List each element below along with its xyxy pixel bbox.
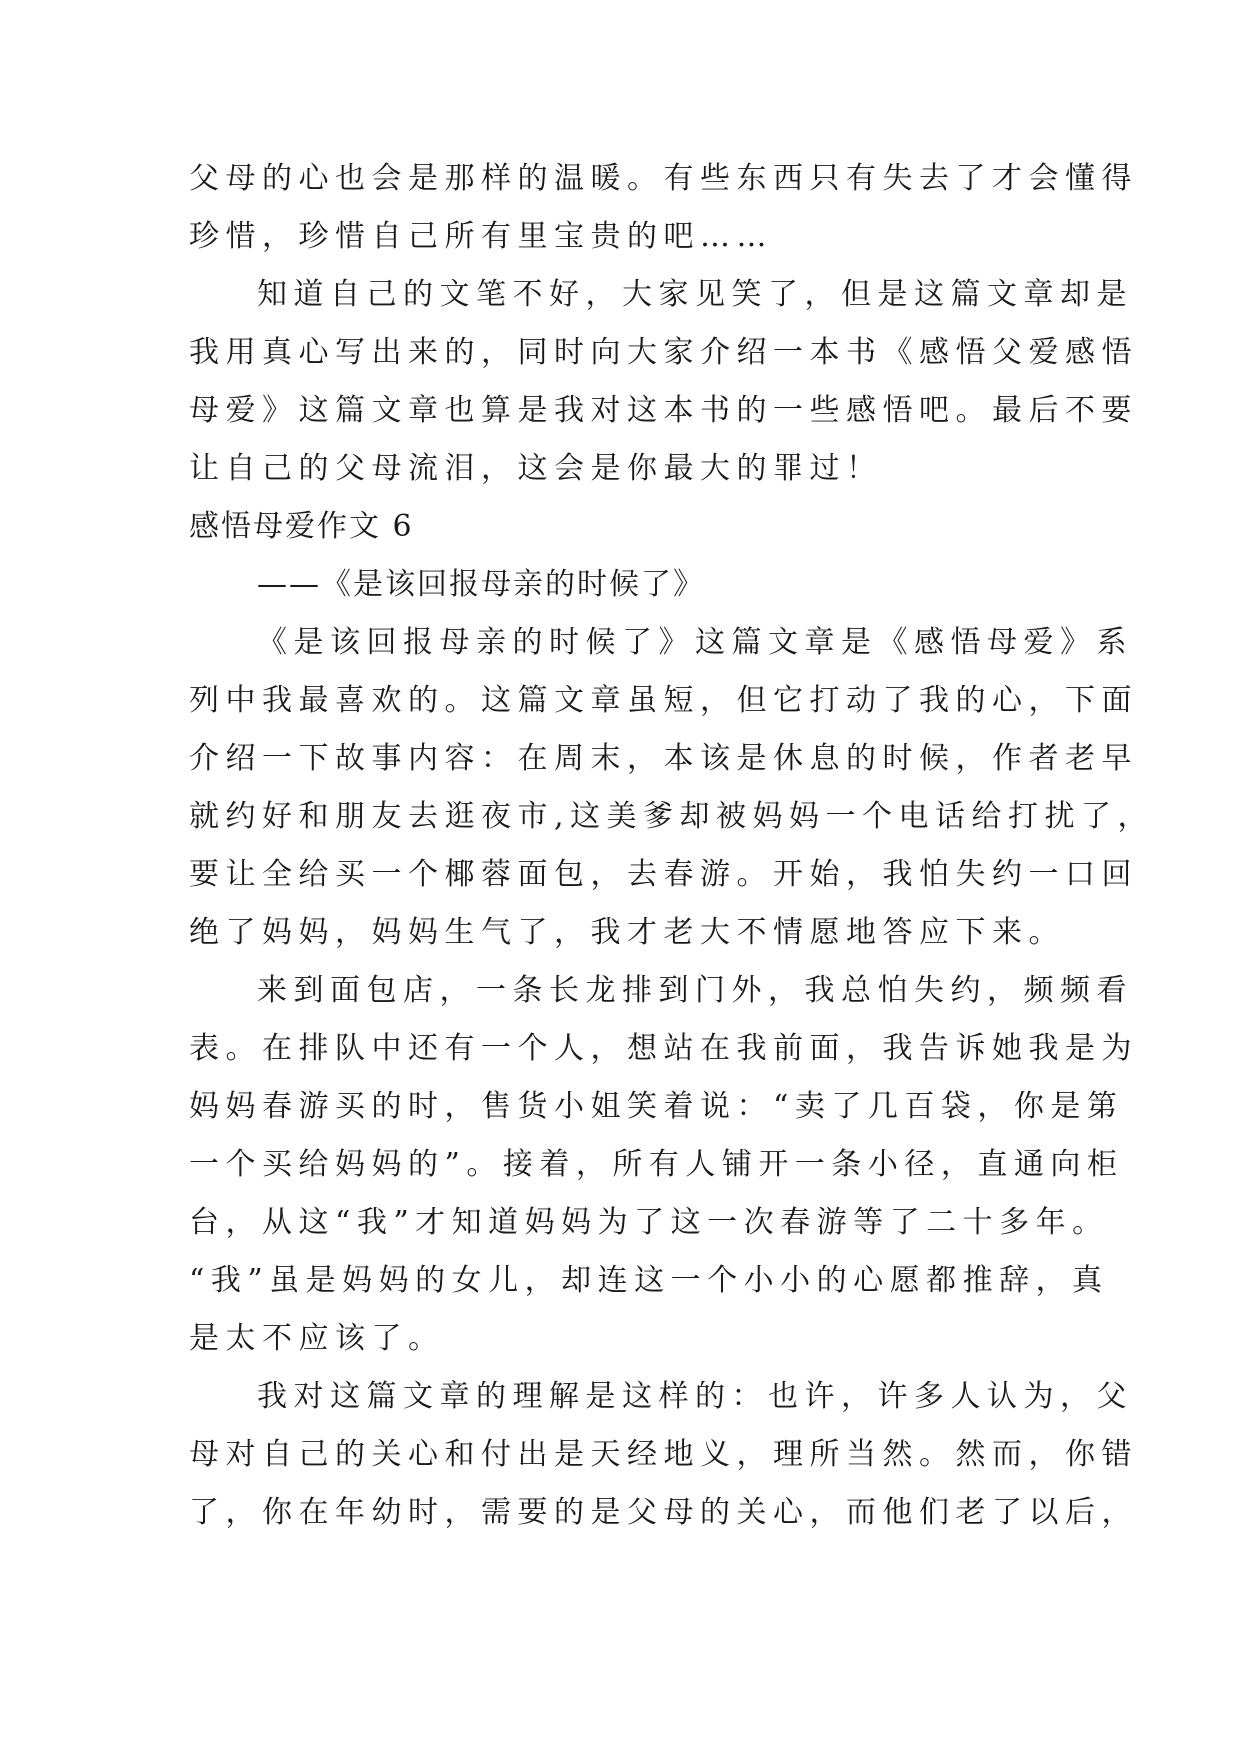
paragraph <box>189 266 1138 498</box>
paragraph <box>189 614 1155 962</box>
text-line: 要让全给买一个椰蓉面包，去春游。开始，我怕失约一口回 <box>189 857 1138 892</box>
text-line: 绝了妈妈，妈妈生气了，我才老大不情愿地答应下来。 <box>189 915 1065 950</box>
text-line: 就约好和朋友去逛夜市,这美爹却被妈妈一个电话给打扰了， <box>189 799 1155 834</box>
text-line: “我”虽是妈妈的女儿，却连这一个小小的心愿都推辞，真 <box>189 1263 1109 1298</box>
paragraph <box>189 1368 1138 1542</box>
text-line: 母对自己的关心和付出是天经地义，理所当然。然而，你错 <box>189 1437 1138 1472</box>
section-heading: 感悟母爱作文 6 <box>189 509 414 544</box>
text-line: 是太不应该了。 <box>189 1321 445 1356</box>
text-line: 我用真心写出来的，同时向大家介绍一本书《感悟父爱感悟 <box>189 335 1138 370</box>
text-line: 珍惜，珍惜自己所有里宝贵的吧…… <box>189 219 773 254</box>
text-line: 台，从这“我”才知道妈妈为了这一次春游等了二十多年。 <box>189 1205 1109 1240</box>
text-line: 了，你在年幼时，需要的是父母的关心，而他们老了以后， <box>189 1495 1138 1530</box>
text-line: 《是该回报母亲的时候了》这篇文章是《感悟母爱》系 <box>257 625 1133 660</box>
text-line: 列中我最喜欢的。这篇文章虽短，但它打动了我的心，下面 <box>189 683 1138 718</box>
text-line: 一个买给妈妈的”。接着，所有人铺开一条小径，直通向柜 <box>189 1147 1124 1182</box>
text-line: 父母的心也会是那样的温暖。有些东西只有失去了才会懂得 <box>189 161 1138 196</box>
text-line: 母爱》这篇文章也算是我对这本书的一些感悟吧。最后不要 <box>189 393 1138 428</box>
text-line: 来到面包店，一条长龙排到门外，我总怕失约，频频看 <box>257 973 1133 1008</box>
paragraph <box>189 962 1138 1368</box>
section-subtitle: ——《是该回报母亲的时候了》 <box>257 567 705 602</box>
text-line: 妈妈春游买的时，售货小姐笑着说：“卖了几百袋，你是第 <box>189 1089 1124 1124</box>
text-line: 让自己的父母流泪，这会是你最大的罪过！ <box>189 451 883 486</box>
text-line: 表。在排队中还有一个人，想站在我前面，我告诉她我是为 <box>189 1031 1138 1066</box>
paragraph <box>189 150 1138 266</box>
text-line: 我对这篇文章的理解是这样的：也许，许多人认为，父 <box>257 1379 1133 1414</box>
text-line: 介绍一下故事内容：在周末，本该是休息的时候，作者老早 <box>189 741 1138 776</box>
text-line: 知道自己的文笔不好，大家见笑了，但是这篇文章却是 <box>257 277 1133 312</box>
document-body <box>189 150 1155 1542</box>
